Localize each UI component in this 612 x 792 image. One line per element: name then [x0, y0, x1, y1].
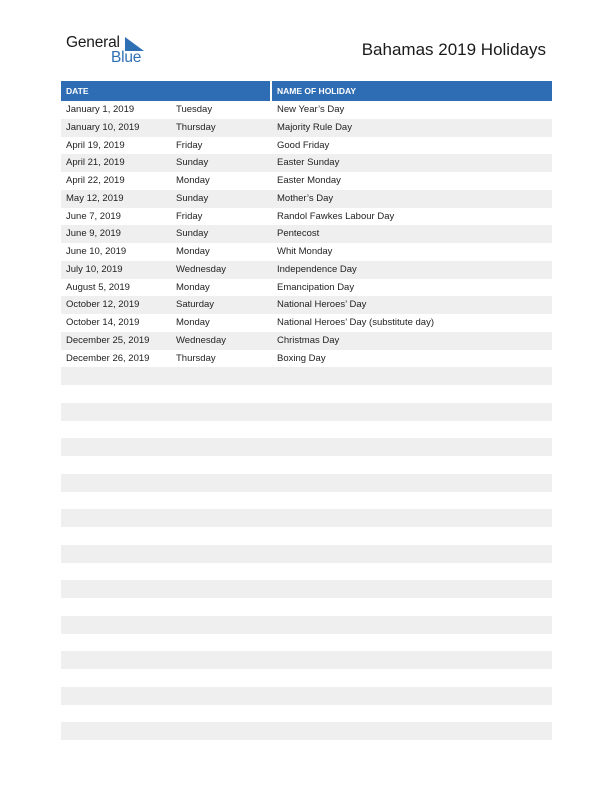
table-row: [61, 314, 552, 332]
header-divider: [270, 81, 272, 101]
row-holiday-name: Easter Monday: [277, 175, 341, 186]
empty-row: [61, 722, 552, 740]
row-weekday: Thursday: [176, 121, 216, 133]
row-holiday-name: Christmas Day: [277, 334, 340, 346]
row-date: October 14, 2019: [66, 317, 140, 328]
empty-row: [61, 421, 552, 439]
row-weekday: Thursday: [176, 352, 216, 364]
table-row: [61, 137, 552, 155]
row-date: June 10, 2019: [66, 246, 127, 257]
row-date: April 22, 2019: [66, 175, 125, 186]
row-date: May 12, 2019: [66, 192, 124, 204]
empty-row: [61, 705, 552, 723]
holiday-table: [61, 81, 552, 740]
row-weekday: Tuesday: [176, 104, 213, 115]
row-weekday: Wednesday: [176, 263, 226, 275]
row-date: December 25, 2019: [66, 334, 150, 346]
table-row: [61, 243, 552, 261]
row-holiday-name: Mother’s Day: [277, 192, 334, 204]
table-row: [61, 154, 552, 172]
row-holiday-name: Whit Monday: [277, 246, 333, 257]
logo-word-blue: Blue: [111, 49, 142, 66]
row-date: October 12, 2019: [66, 299, 140, 311]
row-date: June 9, 2019: [66, 228, 121, 240]
row-date: August 5, 2019: [66, 281, 130, 293]
row-holiday-name: Randol Fawkes Labour Day: [277, 210, 395, 222]
empty-row: [61, 634, 552, 652]
logo: [66, 34, 156, 68]
empty-row: [61, 598, 552, 616]
empty-row: [61, 492, 552, 510]
empty-row: [61, 580, 552, 598]
empty-row: [61, 563, 552, 581]
table-row: [61, 279, 552, 297]
empty-row: [61, 651, 552, 669]
row-date: January 10, 2019: [66, 121, 140, 133]
row-weekday: Sunday: [176, 228, 209, 240]
empty-row: [61, 527, 552, 545]
row-date: December 26, 2019: [66, 352, 150, 364]
empty-row: [61, 474, 552, 492]
header-date: DATE: [66, 86, 89, 96]
row-date: January 1, 2019: [66, 104, 135, 115]
row-holiday-name: Easter Sunday: [277, 157, 340, 169]
empty-row: [61, 669, 552, 687]
page-title: Bahamas 2019 Holidays: [361, 40, 546, 59]
empty-row: [61, 438, 552, 456]
table-row: [61, 350, 552, 368]
table-row: [61, 296, 552, 314]
row-holiday-name: Boxing Day: [277, 352, 326, 364]
row-weekday: Saturday: [176, 299, 215, 311]
table-row: [61, 261, 552, 279]
row-weekday: Sunday: [176, 192, 209, 204]
empty-row: [61, 385, 552, 403]
empty-row: [61, 616, 552, 634]
logo-word-general: General: [66, 34, 120, 51]
row-date: July 10, 2019: [66, 263, 123, 275]
table-row: [61, 172, 552, 190]
row-weekday: Monday: [176, 281, 210, 293]
table-row: [61, 101, 552, 119]
table-header: [61, 81, 552, 101]
empty-row: [61, 456, 552, 474]
row-date: April 19, 2019: [66, 139, 125, 151]
row-holiday-name: Emancipation Day: [277, 281, 355, 293]
row-weekday: Wednesday: [176, 334, 226, 346]
empty-row: [61, 545, 552, 563]
empty-row: [61, 403, 552, 421]
table-empty-rows: [61, 367, 552, 740]
row-weekday: Friday: [176, 210, 203, 222]
empty-row: [61, 509, 552, 527]
row-holiday-name: Majority Rule Day: [277, 121, 352, 133]
row-weekday: Monday: [176, 246, 210, 257]
table-row: [61, 119, 552, 137]
row-holiday-name: New Year’s Day: [277, 104, 345, 115]
table-row: [61, 208, 552, 226]
header-holiday-name: NAME OF HOLIDAY: [277, 86, 357, 96]
row-holiday-name: National Heroes’ Day: [277, 299, 367, 311]
row-holiday-name: National Heroes’ Day (substitute day): [277, 317, 434, 328]
row-date: April 21, 2019: [66, 157, 125, 169]
empty-row: [61, 367, 552, 385]
row-weekday: Sunday: [176, 157, 209, 169]
row-weekday: Monday: [176, 317, 210, 328]
table-row: [61, 190, 552, 208]
row-weekday: Friday: [176, 139, 203, 151]
row-weekday: Monday: [176, 175, 210, 186]
row-holiday-name: Pentecost: [277, 228, 320, 240]
table-row: [61, 225, 552, 243]
row-holiday-name: Independence Day: [277, 263, 357, 275]
row-date: June 7, 2019: [66, 210, 121, 222]
empty-row: [61, 687, 552, 705]
table-row: [61, 332, 552, 350]
table-body: [61, 101, 552, 367]
row-holiday-name: Good Friday: [277, 139, 330, 151]
